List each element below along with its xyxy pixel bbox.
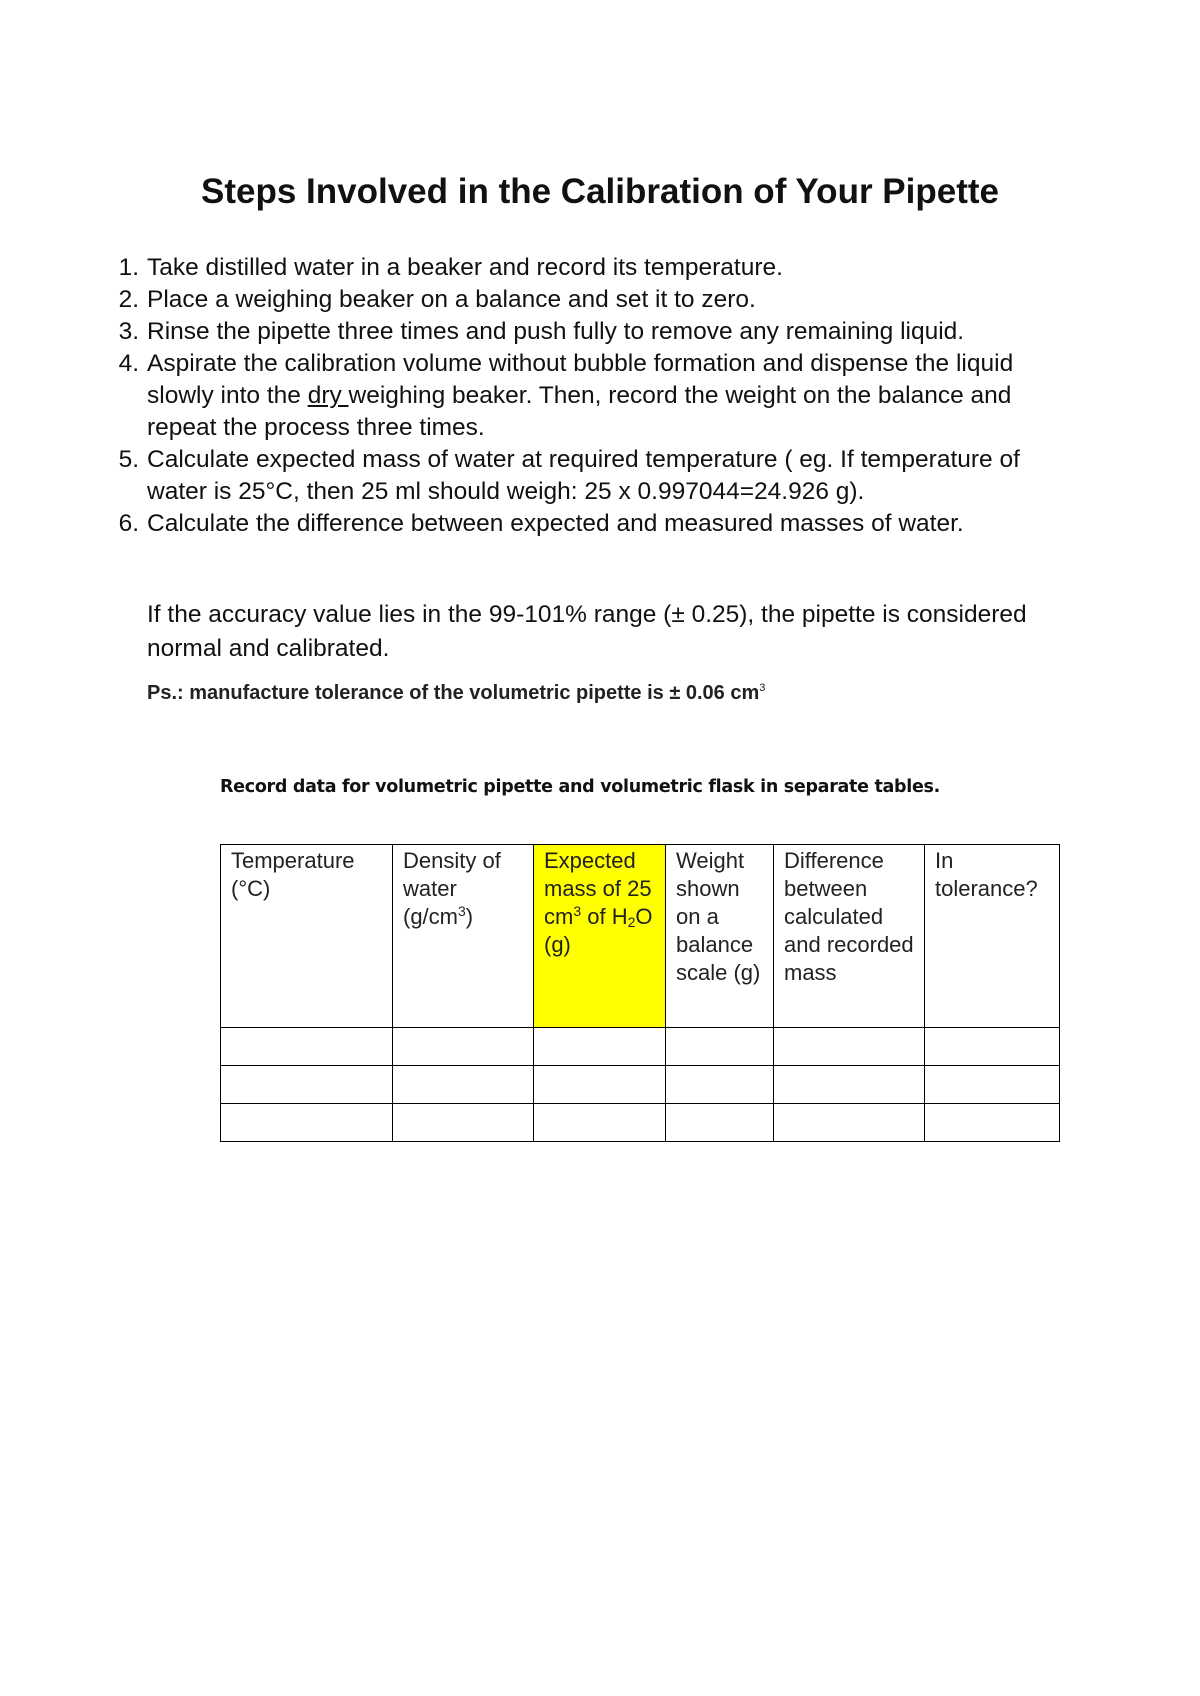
list-item [118,252,1077,284]
table-cell[interactable] [393,1028,534,1066]
table-cell[interactable] [393,1104,534,1142]
col-tolerance: In tolerance? [925,845,1060,1028]
step-text: Calculate expected mass of water at required temperature ( eg. If temperature of water is 25°C, then 25 ml should weigh: 25 x 0.997044=24.926 g). [147,446,1020,505]
table-cell[interactable] [534,1104,666,1142]
table-cell[interactable] [774,1066,925,1104]
table-header-row [221,845,1060,1028]
page-title: Steps Involved in the Calibration of Your Pipette [201,172,999,211]
record-note: Record data for volumetric pipette and volumetric flask in separate tables. [220,777,940,797]
table-cell[interactable] [221,1028,393,1066]
table-cell[interactable] [393,1066,534,1104]
step-text: Rinse the pipette three times and push fully to remove any remaining liquid. [147,318,965,345]
table-row [221,1104,1060,1142]
col-expected-mass: Expected mass of 25 $cm^3$ of $H_2O$ (g) [534,845,666,1028]
col-temperature: Temperature (°C) [221,845,393,1028]
table-cell[interactable] [221,1066,393,1104]
list-item [118,348,1077,444]
table-cell[interactable] [666,1104,774,1142]
list-item [118,316,1077,348]
step-number: 2. [118,286,139,313]
table-row [221,1028,1060,1066]
list-item [118,284,1077,316]
step-text: Calculate the difference between expected and measured masses of water. [147,510,964,537]
table-cell[interactable] [774,1104,925,1142]
step-number: 3. [118,318,139,345]
accuracy-note: If the accuracy value lies in the 99-101% range (± 0.25), the pipette is considered normal and calibrated. [147,601,1027,662]
ps-note-sup: 3 [759,682,766,694]
step-text: weighing beaker. Then, record the weight on the balance and repeat the process three times. [147,382,1012,441]
table-cell[interactable] [534,1028,666,1066]
table-cell[interactable] [774,1028,925,1066]
step-number: 1. [118,254,139,281]
ps-note-text: Ps.: manufacture tolerance of the volumetric pipette is ± 0.06 cm [147,682,760,704]
table-cell[interactable] [221,1104,393,1142]
col-difference: Difference between calculated and recorded mass [774,845,925,1028]
table-row [221,1066,1060,1104]
step-text: Place a weighing beaker on a balance and set it to zero. [147,286,756,313]
data-table [220,844,1060,1142]
col-weight: Weight shown on a balance scale (g) [666,845,774,1028]
table-cell[interactable] [925,1066,1060,1104]
table-cell[interactable] [666,1028,774,1066]
step-number: 6. [118,510,139,537]
table-cell[interactable] [666,1066,774,1104]
ps-note [147,682,765,705]
step-number: 4. [118,350,139,377]
table-cell[interactable] [925,1028,1060,1066]
col-density: Density of water $(g/cm^3)$ [393,845,534,1028]
table-cell[interactable] [925,1104,1060,1142]
steps-list [118,252,1077,540]
step-text: Take distilled water in a beaker and record its temperature. [147,254,783,281]
step-number: 5. [118,446,139,473]
list-item [118,444,1077,508]
underlined-word: dry [307,382,349,409]
step-text: Aspirate the calibration volume without bubble formation and dispense the liquid slowly into the [147,350,1014,409]
table-cell[interactable] [534,1066,666,1104]
list-item [118,508,1077,540]
